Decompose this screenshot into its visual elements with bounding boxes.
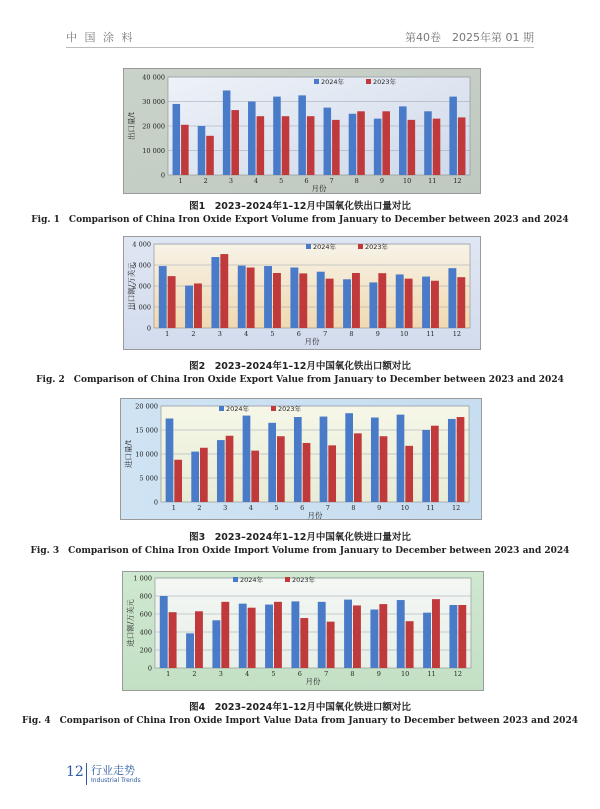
bar-2023	[406, 621, 414, 668]
x-tick-label: 11	[426, 504, 435, 512]
bar-2023	[169, 612, 177, 668]
x-axis-label: 月份	[305, 677, 321, 686]
bar-2024	[166, 418, 174, 502]
bar-2024	[160, 596, 168, 668]
bar-2023	[458, 605, 466, 668]
bar-2024	[243, 416, 251, 502]
bar-2024	[320, 417, 328, 502]
bar-2024	[268, 423, 276, 502]
x-tick-label: 5	[271, 670, 276, 678]
x-axis-label: 月份	[304, 337, 320, 346]
journal-name: 中 国 涂 料	[66, 31, 135, 44]
bar-2024	[239, 604, 247, 668]
legend-swatch	[233, 577, 238, 582]
x-tick-label: 8	[351, 504, 356, 512]
x-tick-label: 1	[165, 330, 170, 338]
figure-4-svg	[123, 572, 483, 690]
bar-2024	[212, 620, 220, 668]
bar-2024	[185, 286, 193, 328]
x-tick-label: 4	[254, 177, 259, 185]
x-tick-label: 1	[178, 177, 183, 185]
x-tick-label: 9	[379, 177, 384, 185]
bar-2024	[397, 600, 405, 668]
x-axis-label: 月份	[311, 184, 327, 193]
y-tick-label: 600	[139, 610, 152, 619]
y-tick-label: 10 000	[135, 450, 158, 459]
bar-2023	[226, 436, 234, 502]
bar-2023	[248, 608, 256, 668]
x-tick-label: 8	[354, 177, 359, 185]
x-tick-label: 2	[203, 177, 208, 185]
legend-swatch	[306, 244, 311, 249]
figure-2-svg	[124, 237, 480, 349]
bar-2023	[277, 436, 285, 502]
bar-2024	[343, 279, 351, 328]
x-tick-label: 12	[452, 504, 461, 512]
bar-2024	[173, 104, 181, 175]
bar-2023	[327, 622, 335, 668]
bar-2024	[290, 268, 298, 328]
y-tick-label: 30 000	[142, 98, 165, 106]
bar-2023	[379, 604, 387, 668]
bar-2023	[181, 125, 189, 175]
x-tick-label: 4	[244, 330, 249, 338]
x-tick-label: 8	[350, 670, 355, 678]
bar-2024	[397, 415, 405, 502]
bar-2023	[303, 443, 311, 502]
figure-4-chart	[122, 571, 484, 691]
x-tick-label: 6	[304, 177, 309, 185]
bar-2023	[352, 273, 360, 328]
bar-2023	[247, 268, 255, 328]
x-tick-label: 9	[376, 670, 381, 678]
x-tick-label: 7	[324, 670, 329, 678]
x-tick-label: 10	[400, 504, 409, 512]
bar-2023	[168, 276, 176, 328]
legend-label: 2023年	[365, 243, 389, 251]
x-tick-label: 10	[400, 330, 409, 338]
bar-2023	[300, 618, 308, 668]
bar-2024	[223, 90, 231, 175]
bar-2024	[238, 266, 246, 328]
y-tick-label: 10 000	[142, 147, 165, 155]
header-rule	[66, 47, 534, 48]
y-axis-label: 出口额/万美元	[127, 262, 136, 310]
footer-divider	[86, 763, 87, 785]
page-number: 12	[66, 764, 84, 780]
bar-2024	[294, 417, 302, 502]
legend-swatch	[314, 79, 319, 84]
bar-2023	[431, 426, 439, 502]
bar-2023	[194, 283, 202, 328]
x-tick-label: 11	[427, 670, 436, 678]
y-tick-label: 1 000	[132, 303, 151, 312]
page-header	[0, 0, 600, 48]
bar-2023	[274, 602, 282, 668]
figure-3-svg	[121, 399, 481, 519]
x-tick-label: 3	[228, 177, 233, 185]
bar-2024	[298, 95, 306, 175]
bar-2023	[380, 436, 388, 502]
bar-2024	[423, 613, 431, 668]
x-tick-label: 7	[325, 504, 330, 512]
bar-2023	[231, 110, 239, 175]
figure-1-caption-en: Fig. 1 Comparison of China Iron Oxide Export Volume from January to December between 2023 and 2024	[31, 215, 569, 225]
bar-2024	[370, 610, 378, 669]
bar-2024	[318, 602, 326, 668]
x-tick-label: 7	[323, 330, 328, 338]
y-tick-label: 200	[139, 646, 152, 655]
legend-swatch	[358, 244, 363, 249]
bar-2024	[371, 418, 379, 502]
x-tick-label: 12	[453, 177, 462, 185]
issue-info: 第40卷 2025年第 01 期	[405, 31, 534, 44]
y-tick-label: 5 000	[139, 474, 158, 483]
y-tick-label: 0	[153, 498, 158, 507]
bar-2024	[448, 268, 456, 328]
x-tick-label: 3	[223, 504, 228, 512]
y-tick-label: 4 000	[132, 240, 151, 249]
x-tick-label: 12	[453, 670, 462, 678]
bar-2024	[349, 114, 357, 175]
y-tick-label: 20 000	[135, 402, 158, 411]
bar-2023	[405, 446, 413, 502]
x-tick-label: 2	[197, 504, 202, 512]
x-tick-label: 6	[300, 504, 305, 512]
bar-2023	[206, 136, 214, 175]
legend-label: 2023年	[292, 576, 316, 584]
x-tick-label: 5	[270, 330, 275, 338]
bar-2024	[248, 102, 256, 176]
legend-swatch	[366, 79, 371, 84]
figure-1-caption-zh: 图1 2023–2024年1–12月中国氧化铁出口量对比	[189, 201, 411, 212]
x-tick-label: 1	[166, 670, 171, 678]
bar-2023	[382, 111, 390, 175]
x-tick-label: 10	[402, 177, 412, 185]
bar-2023	[326, 279, 334, 328]
x-tick-label: 11	[426, 330, 435, 338]
figure-4-caption-en: Fig. 4 Comparison of China Iron Oxide Import Value Data from January to December between 2023 and 2024	[22, 716, 578, 726]
bar-2023	[282, 116, 290, 175]
x-tick-label: 6	[296, 330, 301, 338]
x-tick-label: 11	[428, 177, 437, 185]
y-tick-label: 40 000	[142, 73, 165, 82]
figure-1-svg	[124, 69, 480, 193]
x-tick-label: 2	[191, 330, 196, 338]
y-tick-label: 15 000	[135, 426, 158, 435]
bar-2023	[433, 119, 441, 175]
bar-2023	[299, 273, 307, 328]
bar-2023	[200, 448, 208, 502]
bar-2024	[273, 97, 281, 175]
y-tick-label: 2 000	[132, 282, 151, 291]
bar-2023	[353, 605, 361, 668]
bar-2023	[357, 111, 365, 175]
bar-2023	[408, 120, 416, 175]
x-tick-label: 1	[171, 504, 176, 512]
x-tick-label: 10	[401, 670, 410, 678]
bar-2024	[191, 452, 199, 502]
y-axis-label: 出口量/t	[127, 112, 136, 140]
x-tick-label: 5	[279, 177, 284, 185]
x-tick-label: 7	[329, 177, 334, 185]
bar-2023	[251, 451, 259, 502]
bar-2024	[211, 257, 219, 328]
figure-2-caption-zh: 图2 2023–2024年1–12月中国氧化铁出口额对比	[189, 361, 411, 372]
figure-3-caption-en: Fig. 3 Comparison of China Iron Oxide Import Volume from January to December between 2023 and 2024	[30, 546, 570, 556]
bar-2023	[257, 116, 265, 175]
figure-2-caption-en: Fig. 2 Comparison of China Iron Oxide Export Value from January to December between 2023 and 2024	[36, 375, 564, 385]
bar-2024	[422, 277, 430, 328]
y-tick-label: 0	[146, 324, 151, 333]
y-tick-label: 20 000	[142, 122, 165, 131]
legend-swatch	[285, 577, 290, 582]
bar-2024	[345, 413, 353, 502]
y-tick-label: 800	[139, 592, 152, 601]
legend-swatch	[271, 406, 276, 411]
bar-2024	[324, 108, 332, 175]
x-tick-label: 2	[192, 670, 197, 678]
bar-2023	[354, 433, 362, 502]
bar-2023	[174, 460, 182, 502]
figure-3-caption-zh: 图3 2023–2024年1–12月中国氧化铁进口量对比	[189, 532, 411, 543]
x-tick-label: 4	[245, 670, 250, 678]
y-axis-label: 进口量/t	[124, 440, 133, 468]
x-tick-label: 5	[274, 504, 279, 512]
bar-2024	[399, 106, 407, 175]
bar-2023	[378, 273, 386, 328]
bar-2023	[332, 120, 340, 175]
bar-2023	[221, 602, 229, 668]
bar-2024	[159, 266, 167, 328]
bar-2024	[186, 633, 194, 668]
x-axis-label: 月份	[307, 511, 323, 519]
figure-4-caption-zh: 图4 2023–2024年1–12月中国氧化铁进口额对比	[189, 702, 411, 713]
bar-2024	[374, 119, 382, 175]
bar-2024	[291, 601, 299, 668]
legend-label: 2023年	[278, 405, 302, 413]
bar-2023	[328, 445, 336, 502]
bar-2023	[307, 116, 315, 175]
x-tick-label: 3	[217, 330, 222, 338]
bar-2024	[317, 272, 325, 328]
figure-3-chart	[120, 398, 482, 520]
legend-label: 2024年	[321, 78, 345, 86]
x-tick-label: 9	[375, 330, 380, 338]
bar-2024	[198, 126, 206, 175]
legend-label: 2024年	[240, 576, 264, 584]
figure-1-chart	[123, 68, 481, 194]
bar-2023	[431, 281, 439, 328]
y-tick-label: 0	[160, 171, 165, 180]
x-tick-label: 6	[297, 670, 302, 678]
section-name-en: Industrial Trends	[91, 777, 141, 784]
y-tick-label: 400	[139, 628, 152, 637]
x-tick-label: 3	[218, 670, 223, 678]
bar-2023	[405, 279, 413, 328]
x-tick-label: 4	[248, 504, 253, 512]
bar-2024	[448, 419, 456, 502]
bar-2024	[264, 266, 272, 328]
bar-2024	[265, 605, 273, 668]
y-axis-label: 进口额/万美元	[126, 599, 135, 647]
figure-2-chart	[123, 236, 481, 350]
x-tick-label: 9	[377, 504, 382, 512]
bar-2024	[424, 111, 432, 175]
bar-2024	[449, 605, 457, 668]
bar-2023	[457, 277, 465, 328]
x-tick-label: 12	[452, 330, 461, 338]
bar-2024	[369, 282, 377, 328]
section-name: 行业走势	[91, 764, 135, 777]
bar-2023	[195, 611, 203, 668]
bar-2023	[220, 254, 228, 328]
legend-label: 2024年	[226, 405, 250, 413]
bar-2023	[432, 599, 440, 668]
legend-swatch	[219, 406, 224, 411]
bar-2024	[217, 440, 225, 502]
x-tick-label: 8	[349, 330, 354, 338]
y-tick-label: 0	[147, 664, 152, 673]
bar-2024	[344, 600, 352, 668]
legend-label: 2023年	[373, 78, 397, 86]
bar-2024	[449, 97, 457, 175]
bar-2023	[457, 417, 465, 502]
y-tick-label: 1 000	[133, 574, 152, 583]
bar-2023	[458, 117, 466, 175]
y-tick-label: 3 000	[132, 261, 151, 270]
bar-2024	[422, 430, 430, 502]
bar-2024	[396, 274, 404, 328]
legend-label: 2024年	[313, 243, 337, 251]
bar-2023	[273, 273, 281, 328]
